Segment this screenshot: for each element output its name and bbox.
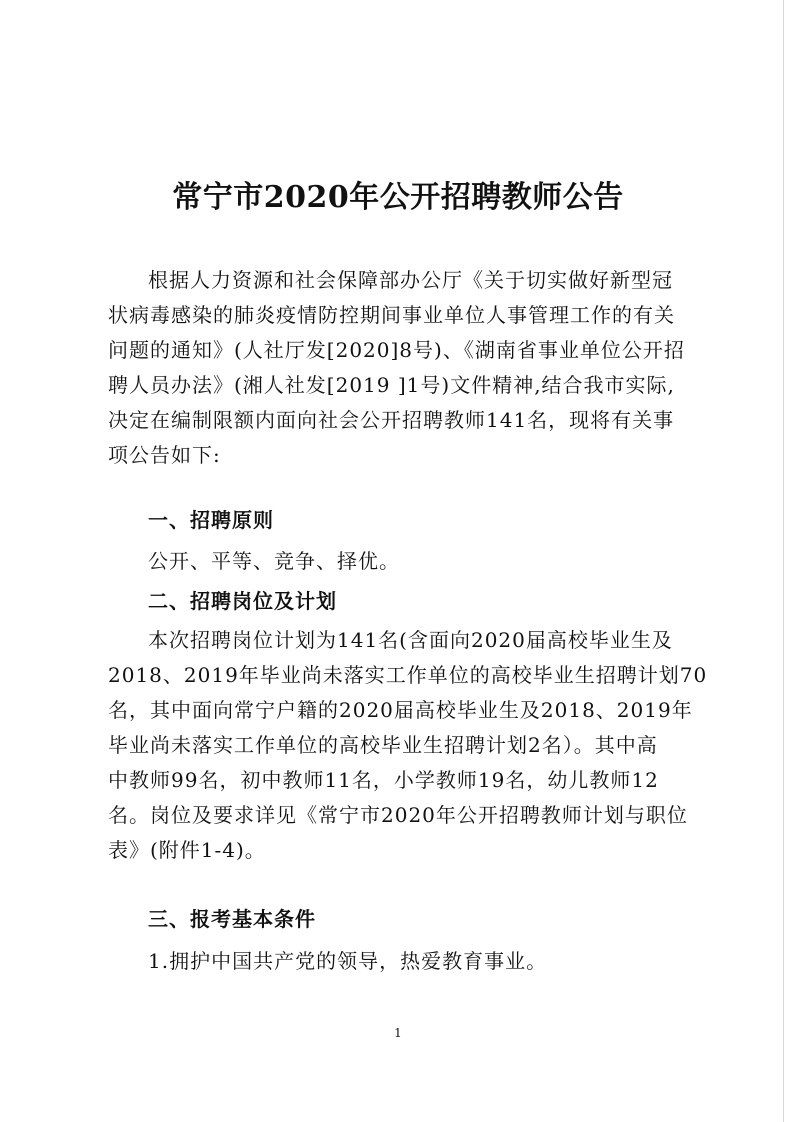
paragraph-line: 2018、2019年毕业尚未落实工作单位的高校毕业生招聘计划70	[108, 663, 708, 687]
paragraph-line: 问题的通知》(人社厅发[2020]8号)、《湖南省事业单位公开招	[108, 338, 685, 362]
section-heading-positions: 二、招聘岗位及计划	[148, 589, 337, 613]
paragraph-line: 名。岗位及要求详见《常宁市2020年公开招聘教师计划与职位	[108, 803, 688, 827]
paragraph-line: 毕业尚未落实工作单位的高校毕业生招聘计划2名）。其中高	[108, 733, 658, 757]
intro-paragraph	[108, 263, 690, 473]
document-title: 常宁市2020年公开招聘教师公告	[172, 180, 624, 215]
paragraph-line: 聘人员办法》(湘人社发[2019 ]1号)文件精神,结合我市实际,	[108, 373, 675, 397]
positions-paragraph	[108, 623, 708, 868]
paragraph-line: 中教师99名，初中教师11名，小学教师19名，幼儿教师12	[108, 768, 659, 792]
paragraph-line: 表》(附件1-4)。	[108, 838, 266, 862]
page-edge-line	[783, 0, 784, 1122]
paragraph-line: 状病毒感染的肺炎疫情防控期间事业单位人事管理工作的有关	[108, 303, 675, 327]
page-number: 1	[394, 1026, 402, 1040]
section-text-principles: 公开、平等、竞争、择优。	[148, 549, 400, 573]
section-heading-requirements: 三、报考基本条件	[148, 907, 316, 931]
paragraph-line: 项公告如下:	[108, 443, 221, 467]
paragraph-line: 名，其中面向常宁户籍的2020届高校毕业生及2018、2019年	[108, 698, 693, 722]
paragraph-line: 决定在编制限额内面向社会公开招聘教师141名，现将有关事	[108, 408, 675, 432]
section-heading-principles: 一、招聘原则	[148, 508, 274, 532]
paragraph-line: 根据人力资源和社会保障部办公厅《关于切实做好新型冠	[148, 268, 673, 292]
paragraph-line: 本次招聘岗位计划为141名(含面向2020届高校毕业生及	[148, 628, 673, 652]
section-text-requirements: 1.拥护中国共产党的领导，热爱教育事业。	[148, 949, 548, 973]
